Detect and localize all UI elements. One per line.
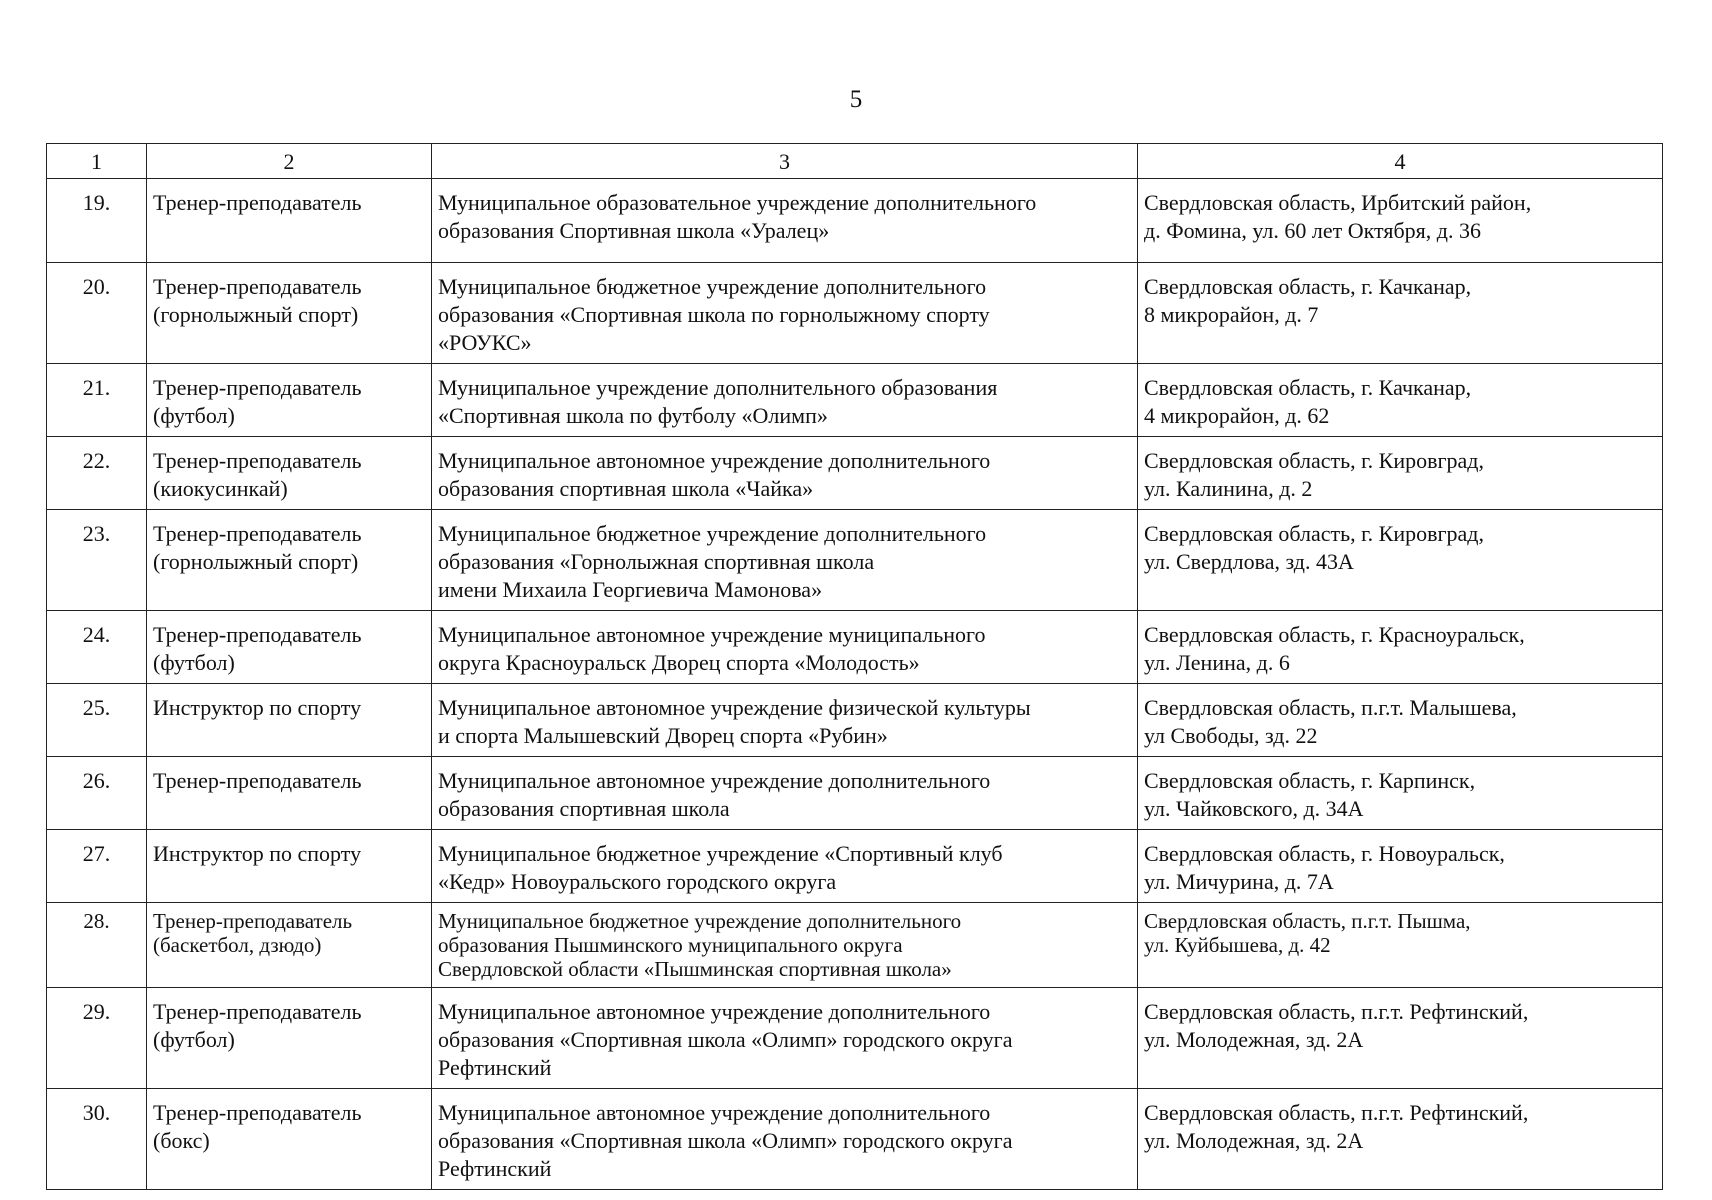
- position-cell: Тренер-преподаватель (горнолыжный спорт): [147, 263, 432, 364]
- table-header-row: [47, 144, 1663, 179]
- organization-cell: Муниципальное автономное учреждение физической культуры и спорта Малышевский Дворец спорта «Рубин»: [432, 684, 1138, 757]
- position-cell: Тренер-преподаватель (бокс): [147, 1089, 432, 1190]
- institutions-table: [46, 143, 1663, 1190]
- organization-cell: Муниципальное бюджетное учреждение «Спортивный клуб «Кедр» Новоуральского городского округа: [432, 830, 1138, 903]
- organization-cell: Муниципальное учреждение дополнительного образования «Спортивная школа по футболу «Олимп»: [432, 364, 1138, 437]
- address-cell: Свердловская область, п.г.т. Пышма, ул. Куйбышева, д. 42: [1138, 903, 1663, 988]
- address-cell: Свердловская область, г. Качканар, 8 микрорайон, д. 7: [1138, 263, 1663, 364]
- row-number: 24.: [47, 611, 147, 684]
- table-row: [47, 510, 1663, 611]
- address-cell: Свердловская область, г. Кировград, ул. Калинина, д. 2: [1138, 437, 1663, 510]
- row-number: 28.: [47, 903, 147, 988]
- organization-cell: Муниципальное автономное учреждение дополнительного образования спортивная школа: [432, 757, 1138, 830]
- address-cell: Свердловская область, г. Красноуральск, ул. Ленина, д. 6: [1138, 611, 1663, 684]
- row-number: 30.: [47, 1089, 147, 1190]
- position-cell: Тренер-преподаватель (футбол): [147, 988, 432, 1089]
- position-cell: Инструктор по спорту: [147, 684, 432, 757]
- column-header-1: 1: [47, 144, 147, 179]
- address-cell: Свердловская область, г. Качканар, 4 микрорайон, д. 62: [1138, 364, 1663, 437]
- row-number: 29.: [47, 988, 147, 1089]
- column-header-4: 4: [1138, 144, 1663, 179]
- table-row: [47, 364, 1663, 437]
- table-row: [47, 684, 1663, 757]
- organization-cell: Муниципальное автономное учреждение дополнительного образования «Спортивная школа «Олимп» городского округа Рефтинский: [432, 988, 1138, 1089]
- address-cell: Свердловская область, г. Карпинск, ул. Чайковского, д. 34А: [1138, 757, 1663, 830]
- position-cell: Тренер-преподаватель (баскетбол, дзюдо): [147, 903, 432, 988]
- organization-cell: Муниципальное образовательное учреждение дополнительного образования Спортивная школа «Уралец»: [432, 179, 1138, 263]
- position-cell: Тренер-преподаватель (киокусинкай): [147, 437, 432, 510]
- organization-cell: Муниципальное бюджетное учреждение дополнительного образования Пышминского муниципального округа Свердловской области «Пышминская спортивная школа»: [432, 903, 1138, 988]
- table-row: [47, 903, 1663, 988]
- table-row: [47, 263, 1663, 364]
- position-cell: Тренер-преподаватель (футбол): [147, 364, 432, 437]
- position-cell: Тренер-преподаватель: [147, 179, 432, 263]
- address-cell: Свердловская область, г. Кировград, ул. Свердлова, зд. 43А: [1138, 510, 1663, 611]
- organization-cell: Муниципальное автономное учреждение муниципального округа Красноуральск Дворец спорта «Молодость»: [432, 611, 1138, 684]
- address-cell: Свердловская область, Ирбитский район, д. Фомина, ул. 60 лет Октября, д. 36: [1138, 179, 1663, 263]
- position-cell: Тренер-преподаватель (горнолыжный спорт): [147, 510, 432, 611]
- table-row: [47, 830, 1663, 903]
- table-row: [47, 437, 1663, 510]
- row-number: 21.: [47, 364, 147, 437]
- position-cell: Тренер-преподаватель (футбол): [147, 611, 432, 684]
- row-number: 20.: [47, 263, 147, 364]
- position-cell: Тренер-преподаватель: [147, 757, 432, 830]
- row-number: 26.: [47, 757, 147, 830]
- row-number: 25.: [47, 684, 147, 757]
- address-cell: Свердловская область, п.г.т. Рефтинский, ул. Молодежная, зд. 2А: [1138, 1089, 1663, 1190]
- column-header-2: 2: [147, 144, 432, 179]
- table-row: [47, 757, 1663, 830]
- row-number: 23.: [47, 510, 147, 611]
- position-cell: Инструктор по спорту: [147, 830, 432, 903]
- table-row: [47, 1089, 1663, 1190]
- column-header-3: 3: [432, 144, 1138, 179]
- table-row: [47, 611, 1663, 684]
- address-cell: Свердловская область, г. Новоуральск, ул. Мичурина, д. 7А: [1138, 830, 1663, 903]
- organization-cell: Муниципальное бюджетное учреждение дополнительного образования «Горнолыжная спортивная школа имени Михаила Георгиевича Мамонова»: [432, 510, 1138, 611]
- page-number: 5: [849, 86, 863, 113]
- organization-cell: Муниципальное автономное учреждение дополнительного образования «Спортивная школа «Олимп» городского округа Рефтинский: [432, 1089, 1138, 1190]
- address-cell: Свердловская область, п.г.т. Рефтинский, ул. Молодежная, зд. 2А: [1138, 988, 1663, 1089]
- address-cell: Свердловская область, п.г.т. Малышева, ул Свободы, зд. 22: [1138, 684, 1663, 757]
- table-row: [47, 988, 1663, 1089]
- row-number: 22.: [47, 437, 147, 510]
- row-number: 27.: [47, 830, 147, 903]
- organization-cell: Муниципальное бюджетное учреждение дополнительного образования «Спортивная школа по горнолыжному спорту «РОУКС»: [432, 263, 1138, 364]
- organization-cell: Муниципальное автономное учреждение дополнительного образования спортивная школа «Чайка»: [432, 437, 1138, 510]
- row-number: 19.: [47, 179, 147, 263]
- table-row: [47, 179, 1663, 263]
